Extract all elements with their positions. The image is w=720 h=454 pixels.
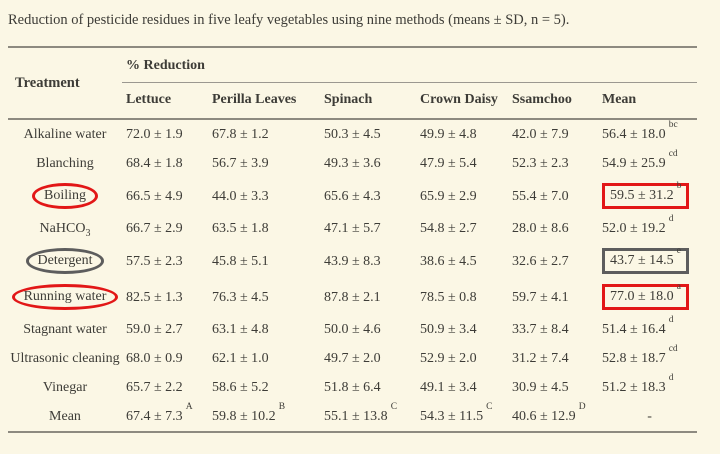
significance-superscript: b <box>676 181 682 192</box>
value-cell: $54.3 \pm 11.5^C$ <box>420 402 493 424</box>
value-cell: 52.9 ± 2.0 <box>420 351 477 366</box>
value-cell: 47.9 ± 5.4 <box>420 156 477 171</box>
treatment-label: Mean <box>49 409 81 424</box>
table-row <box>8 178 697 214</box>
value-cell: 52.0 ± 19.2$^d$ <box>602 214 674 236</box>
table-row <box>8 402 697 432</box>
column-group-header-percent-reduction: % Reduction <box>122 47 697 83</box>
column-header-crown-daisy: Crown Daisy <box>420 92 498 107</box>
treatment-label: Alkaline water <box>23 127 107 142</box>
value-cell: 78.5 ± 0.8 <box>420 289 477 305</box>
value-cell <box>598 178 697 214</box>
table-header <box>8 47 697 119</box>
value-cell: 51.2 ± 18.3$^d$ <box>602 373 674 395</box>
significance-superscript: bc <box>668 120 678 131</box>
significance-superscript: d <box>668 214 674 225</box>
value-cell: $40.6 \pm 12.9^D$ <box>512 402 586 424</box>
significance-superscript: D <box>578 402 586 413</box>
value-cell: 51.4 ± 16.4$^d$ <box>602 315 674 337</box>
value-cell: 72.0 ± 1.9 <box>126 127 183 142</box>
table-row <box>8 214 697 243</box>
treatment-label: NaHCO$_3$ <box>39 221 91 239</box>
value-cell <box>598 243 697 279</box>
value-cell: 56.4 ± 18.0$^{bc}$ <box>602 120 678 142</box>
value-cell: 62.1 ± 1.0 <box>212 351 269 366</box>
significance-superscript: cd <box>668 149 678 160</box>
box-red-annotation: 59.5 ± 31.2$^b$ <box>602 183 689 209</box>
results-table <box>8 46 697 433</box>
value-cell: 30.9 ± 4.5 <box>512 380 569 395</box>
treatment-cell <box>8 344 122 373</box>
value-cell: 56.7 ± 3.9 <box>212 156 269 171</box>
table-row <box>8 119 697 149</box>
value-cell: $55.1 \pm 13.8^C$ <box>324 402 398 424</box>
significance-superscript: d <box>668 373 674 384</box>
column-header-lettuce: Lettuce <box>126 92 172 107</box>
value-cell: 45.8 ± 5.1 <box>212 253 269 269</box>
value-cell: 38.6 ± 4.5 <box>420 253 477 269</box>
box-gray-annotation: 43.7 ± 14.5$^e$ <box>602 248 689 274</box>
treatment-cell <box>8 149 122 178</box>
value-cell: 76.3 ± 4.5 <box>212 289 269 305</box>
significance-superscript: e <box>676 246 681 257</box>
value-cell: 47.1 ± 5.7 <box>324 221 381 236</box>
value-cell <box>598 279 697 315</box>
significance-superscript: d <box>668 315 674 326</box>
value-cell: 32.6 ± 2.7 <box>512 253 569 269</box>
value-cell: 49.3 ± 3.6 <box>324 156 381 171</box>
significance-superscript: C <box>390 402 398 413</box>
value-cell: 50.9 ± 3.4 <box>420 322 477 337</box>
table-row <box>8 279 697 315</box>
value-cell: 49.9 ± 4.8 <box>420 127 477 142</box>
column-header-ssamchoo: Ssamchoo <box>512 92 572 107</box>
treatment-label: Stagnant water <box>23 322 107 337</box>
chemical-subscript: 3 <box>85 227 91 239</box>
value-cell: 65.9 ± 2.9 <box>420 188 477 204</box>
value-cell: 28.0 ± 8.6 <box>512 221 569 236</box>
treatment-cell <box>8 373 122 402</box>
table-row <box>8 344 697 373</box>
value-cell: 65.7 ± 2.2 <box>126 380 183 395</box>
significance-superscript: a <box>676 282 681 293</box>
value-cell: 67.8 ± 1.2 <box>212 127 269 142</box>
ellipse-gray-annotation: Detergent <box>26 248 105 274</box>
ellipse-red-annotation: Boiling <box>32 183 98 209</box>
treatment-cell <box>8 178 122 214</box>
value-cell: 42.0 ± 7.9 <box>512 127 569 142</box>
value-cell: 49.7 ± 2.0 <box>324 351 381 366</box>
table-row <box>8 373 697 402</box>
value-cell: $67.4 \pm 7.3^A$ <box>126 402 193 424</box>
significance-superscript: cd <box>668 344 678 355</box>
column-header-treatment: Treatment <box>15 74 80 91</box>
value-cell: - <box>647 409 652 424</box>
value-cell: 50.3 ± 4.5 <box>324 127 381 142</box>
column-header-spinach: Spinach <box>324 92 373 107</box>
value-cell: 63.1 ± 4.8 <box>212 322 269 337</box>
value-cell: 33.7 ± 8.4 <box>512 322 569 337</box>
table-row <box>8 149 697 178</box>
value-cell: 66.7 ± 2.9 <box>126 221 183 236</box>
treatment-label: Ultrasonic cleaning <box>10 351 120 366</box>
value-cell: 87.8 ± 2.1 <box>324 289 381 305</box>
value-cell: 54.8 ± 2.7 <box>420 221 477 236</box>
value-cell: 57.5 ± 2.3 <box>126 253 183 269</box>
value-cell: 59.7 ± 4.1 <box>512 289 569 305</box>
treatment-cell <box>8 119 122 149</box>
treatment-cell <box>8 243 122 279</box>
value-cell: 65.6 ± 4.3 <box>324 188 381 204</box>
significance-superscript: C <box>486 402 493 413</box>
table-body <box>8 119 697 432</box>
value-cell: 52.8 ± 18.7$^{cd}$ <box>602 344 678 366</box>
column-header-perilla-leaves: Perilla Leaves <box>212 92 297 107</box>
table-row <box>8 315 697 344</box>
value-cell: 59.0 ± 2.7 <box>126 322 183 337</box>
value-cell: 52.3 ± 2.3 <box>512 156 569 171</box>
value-cell: 66.5 ± 4.9 <box>126 188 183 204</box>
treatment-label: Vinegar <box>42 380 88 395</box>
box-red-annotation: 77.0 ± 18.0$^a$ <box>602 284 689 310</box>
ellipse-red-annotation: Running water <box>12 284 119 310</box>
treatment-cell <box>8 402 122 432</box>
treatment-cell <box>8 315 122 344</box>
value-cell: 50.0 ± 4.6 <box>324 322 381 337</box>
treatment-cell <box>8 214 122 243</box>
value-cell: 31.2 ± 7.4 <box>512 351 569 366</box>
value-cell: 82.5 ± 1.3 <box>126 289 183 305</box>
treatment-cell <box>8 279 122 315</box>
value-cell: 54.9 ± 25.9$^{cd}$ <box>602 149 678 171</box>
column-header-mean: Mean <box>602 92 637 107</box>
value-cell: 43.9 ± 8.3 <box>324 253 381 269</box>
value-cell: 55.4 ± 7.0 <box>512 188 569 204</box>
value-cell: 68.0 ± 0.9 <box>126 351 183 366</box>
value-cell: 44.0 ± 3.3 <box>212 188 269 204</box>
treatment-label: Blanching <box>36 156 94 171</box>
value-cell: 49.1 ± 3.4 <box>420 380 477 395</box>
value-cell: 51.8 ± 6.4 <box>324 380 381 395</box>
value-cell: 63.5 ± 1.8 <box>212 221 269 236</box>
value-cell: 68.4 ± 1.8 <box>126 156 183 171</box>
table-row <box>8 243 697 279</box>
value-cell: $59.8 \pm 10.2^B$ <box>212 402 286 424</box>
significance-superscript: B <box>278 402 286 413</box>
significance-superscript: A <box>185 402 193 413</box>
table-caption: Reduction of pesticide residues in five leafy vegetables using nine methods (means ± SD, n = 5). <box>8 12 570 28</box>
value-cell: 58.6 ± 5.2 <box>212 380 269 395</box>
